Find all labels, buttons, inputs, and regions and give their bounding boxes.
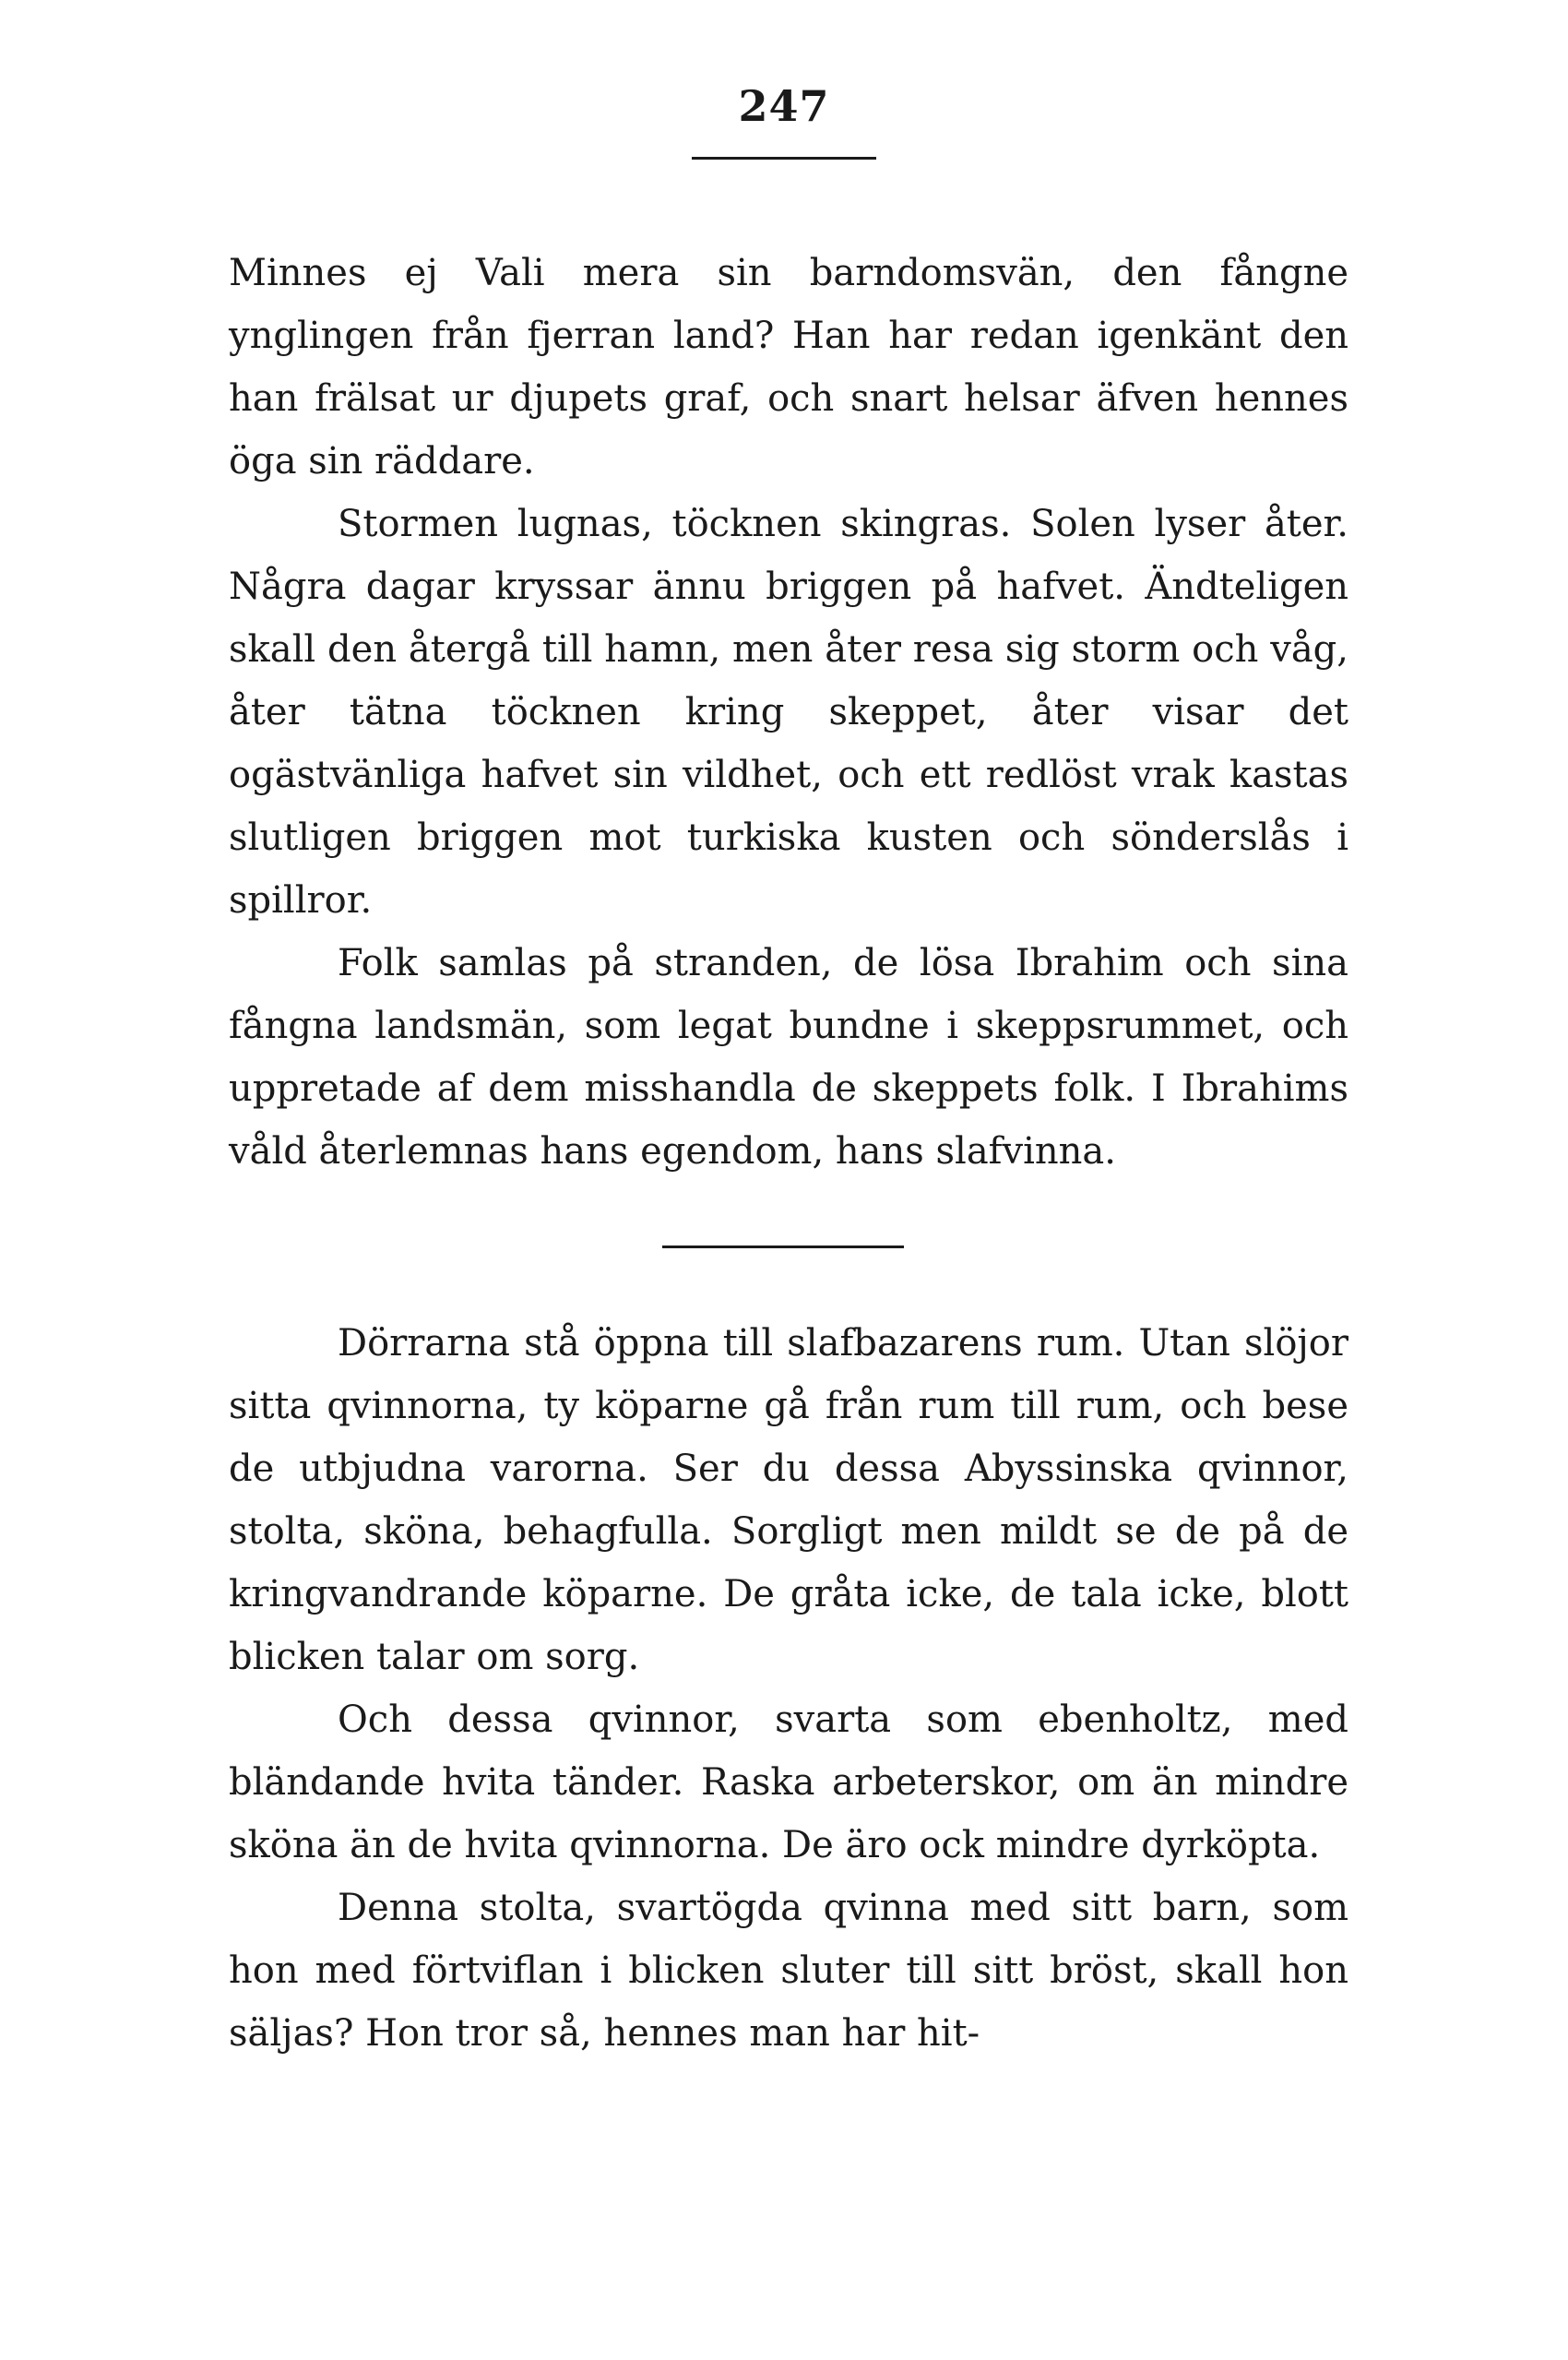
paragraph: Minnes ej Vali mera sin barndomsvän, den fångne ynglingen från fjerran land? Han har redan igenkänt den han frälsat ur djupets graf, och snart helsar äfven hennes öga sin räddare.	[229, 252, 1348, 483]
page-number: 247	[738, 81, 830, 131]
text-section-1	[229, 242, 1348, 1183]
paragraph: Stormen lugnas, töcknen skingras. Solen lyser åter. Några dagar kryssar ännu briggen på hafvet. Ändteligen skall den återgå till hamn, men åter resa sig storm och våg, åter tätna töcknen kring skeppet, åter visar det ogästvänliga hafvet sin vildhet, och ett redlöst vrak kastas slutligen briggen mot turkiska kusten och sönderslås i spillror.	[229, 503, 1348, 922]
header-rule	[692, 157, 876, 160]
section-divider	[662, 1246, 904, 1248]
paragraph: Dörrarna stå öppna till slafbazarens rum. Utan slöjor sitta qvinnorna, ty köparne gå från rum till rum, och bese de utbjudna varorna. Ser du dessa Abyssinska qvinnor, stolta, sköna, behagfulla. Sorgligt men mildt se de på de kringvandrande köparne. De gråta icke, de tala icke, blott blicken talar om sorg.	[229, 1322, 1348, 1678]
paragraph: Folk samlas på stranden, de lösa Ibrahim och sina fångna landsmän, som legat bundne i skeppsrummet, och uppretade af dem misshandla de skeppets folk. I Ibrahims våld återlemnas hans egendom, hans slafvinna.	[229, 942, 1348, 1173]
paragraph: Denna stolta, svartögda qvinna med sitt barn, som hon med förtviflan i blicken sluter till sitt bröst, skall hon säljas? Hon tror så, hennes man har hit-	[229, 1887, 1348, 2055]
paragraph: Och dessa qvinnor, svarta som ebenholtz, med bländande hvita tänder. Raska arbeterskor, om än mindre sköna än de hvita qvinnorna. De äro ock mindre dyrköpta.	[229, 1698, 1348, 1866]
text-section-2	[229, 1312, 1348, 2065]
